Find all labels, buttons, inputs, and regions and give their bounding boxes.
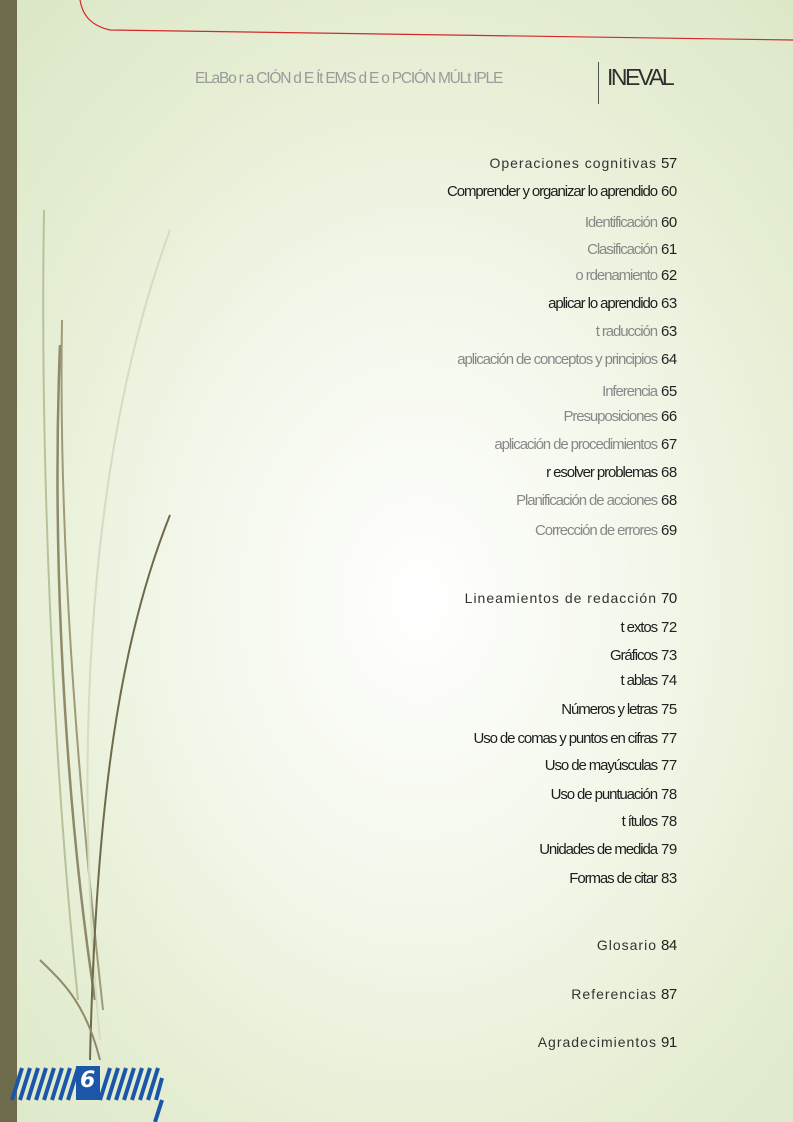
toc-entry-title: Presuposiciones: [563, 408, 657, 425]
toc-entry-title: Identificación: [584, 214, 657, 231]
toc-entry-title: t ablas: [620, 672, 657, 689]
toc-entry[interactable]: [548, 295, 685, 312]
toc-entry-page: 65: [661, 383, 677, 400]
toc-entry-page: 61: [661, 241, 677, 258]
toc-entry[interactable]: [575, 267, 685, 284]
toc-entry-page: 68: [661, 464, 677, 481]
toc-entry[interactable]: [561, 701, 685, 718]
toc-entry-page: 72: [661, 619, 677, 636]
toc-entry[interactable]: [602, 383, 685, 400]
toc-entry-title: aplicar lo aprendido: [548, 295, 657, 312]
toc-entry[interactable]: [610, 647, 685, 664]
toc-entry-title: Operaciones cognitivas: [489, 155, 657, 171]
toc-entry-page: 62: [661, 267, 677, 284]
toc-entry-page: 77: [661, 757, 677, 774]
toc-entry[interactable]: [621, 672, 686, 689]
toc-entry-title: Inferencia: [602, 383, 657, 400]
toc-entry[interactable]: [596, 323, 685, 340]
toc-entry-page: 64: [661, 351, 677, 368]
toc-entry-page: 79: [661, 841, 677, 858]
toc-entry-page: 60: [661, 183, 677, 200]
toc-entry-page: 69: [661, 522, 677, 539]
toc-entry[interactable]: [473, 730, 685, 747]
toc-entry[interactable]: [465, 590, 685, 607]
toc-entry[interactable]: [621, 619, 686, 636]
toc-entry-title: t raducción: [595, 323, 657, 340]
toc-entry[interactable]: [489, 155, 685, 172]
toc-entry[interactable]: [516, 492, 685, 509]
toc-entry-title: Agradecimientos: [537, 1034, 657, 1050]
toc-entry-title: Referencias: [571, 986, 657, 1002]
toc-entry[interactable]: [457, 351, 685, 368]
toc-entry-title: Comprender y organizar lo aprendido: [447, 183, 657, 200]
toc-entry-page: 75: [661, 701, 677, 718]
toc-entry-title: Números y letras: [561, 701, 657, 718]
toc-entry[interactable]: [622, 813, 685, 830]
toc-entry[interactable]: [447, 183, 685, 200]
toc-entry-page: 91: [661, 1034, 677, 1051]
toc-entry[interactable]: [551, 786, 685, 803]
toc-entry-page: 57: [661, 155, 677, 172]
toc-entry-title: Formas de citar: [569, 870, 657, 887]
toc-entry[interactable]: [563, 408, 685, 425]
toc-entry-title: aplicación de conceptos y principios: [457, 351, 657, 368]
toc-entry[interactable]: [587, 241, 685, 258]
toc-entry-title: Glosario: [596, 937, 657, 953]
toc-entry[interactable]: [585, 214, 685, 231]
toc-entry-title: t ítulos: [621, 813, 657, 830]
toc-entry-page: 67: [661, 436, 677, 453]
toc-entry-title: Uso de mayúsculas: [544, 757, 657, 774]
toc-entry-page: 68: [661, 492, 677, 509]
toc-entry-page: 74: [661, 672, 677, 689]
toc-entry-page: 83: [661, 870, 677, 887]
toc-entry-title: Uso de puntuación: [550, 786, 657, 803]
toc-entry-title: aplicación de procedimientos: [494, 436, 657, 453]
toc-entry-title: o rdenamiento: [575, 267, 657, 284]
toc-entry-page: 77: [661, 730, 677, 747]
toc-entry-title: Lineamientos de redacción: [464, 590, 657, 606]
toc-entry-title: Planificación de acciones: [516, 492, 657, 509]
toc-entry[interactable]: [545, 757, 685, 774]
toc-entry-page: 87: [661, 986, 677, 1003]
toc-entry[interactable]: [571, 986, 685, 1003]
toc-entry[interactable]: [546, 464, 685, 481]
toc-entry-page: 84: [661, 937, 677, 954]
toc-entry[interactable]: [569, 870, 685, 887]
toc-entry-page: 78: [661, 786, 677, 803]
toc-entry[interactable]: [597, 937, 685, 954]
toc-entry-title: t extos: [620, 619, 657, 636]
toc-entry-page: 60: [661, 214, 677, 231]
toc-entry-page: 78: [661, 813, 677, 830]
toc-entry-title: r esolver problemas: [546, 464, 657, 481]
toc-entry-title: Corrección de errores: [535, 522, 657, 539]
toc-entry[interactable]: [535, 522, 685, 539]
toc-entry-title: Clasificación: [587, 241, 657, 258]
toc-entry-page: 63: [661, 295, 677, 312]
toc-entry[interactable]: [539, 841, 685, 858]
toc-entry-title: Uso de comas y puntos en cifras: [473, 730, 657, 747]
ineval-logo: INEVAL: [607, 64, 673, 90]
toc-entry[interactable]: [538, 1034, 685, 1051]
toc-entry-page: 70: [661, 590, 677, 607]
toc-entry[interactable]: [494, 436, 685, 453]
toc-entry-title: Unidades de medida: [539, 841, 657, 858]
header-title: ELaBo r a CIÓN d E Ít EMS d E o PCIÓN MÚLt IPLE: [195, 70, 503, 87]
toc-entry-page: 73: [661, 647, 677, 664]
toc-entry-page: 66: [661, 408, 677, 425]
toc-entry-page: 63: [661, 323, 677, 340]
toc-entry-title: Gráficos: [609, 647, 657, 664]
page-number: 6: [80, 1068, 96, 1093]
